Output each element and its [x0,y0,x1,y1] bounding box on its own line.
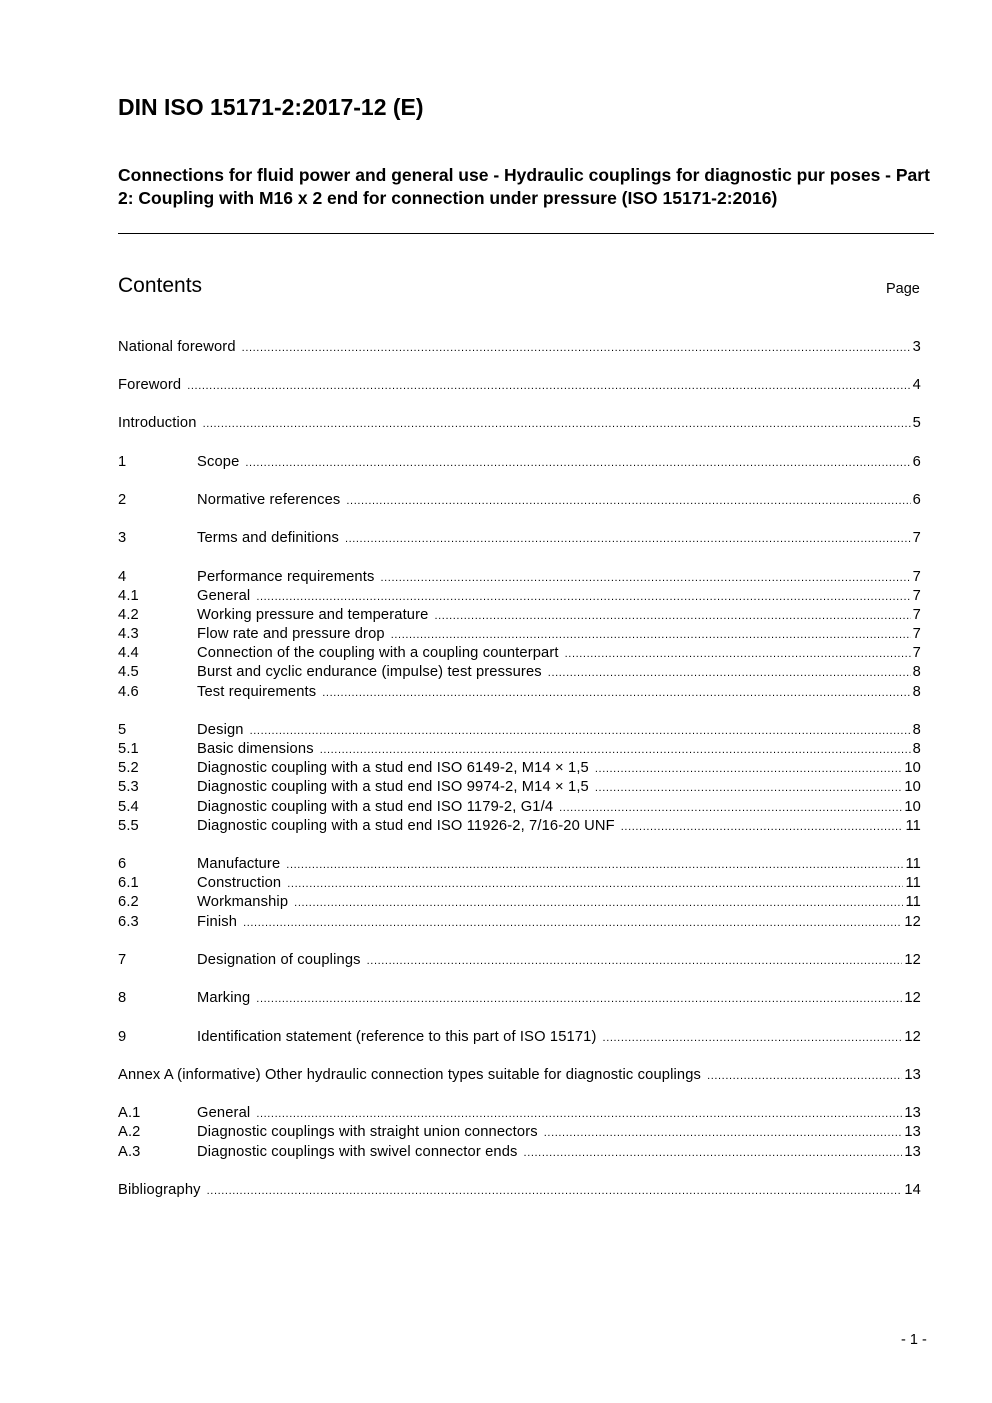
toc-dot-leader [367,955,903,967]
toc-entry-number: 4.2 [118,607,139,623]
toc-dot-leader [391,629,911,641]
toc-entry-page: 5 [912,415,921,431]
toc-entry[interactable] [118,1067,921,1086]
toc-entry-page: 10 [904,760,921,776]
toc-entry-title: Test requirements [197,684,317,700]
toc-entry[interactable] [118,1182,921,1201]
toc-entry-page: 12 [904,1029,921,1045]
toc-entry-number: 6.1 [118,875,139,891]
toc-entry-title: Performance requirements [197,569,375,585]
toc-entry-page: 10 [904,799,921,815]
toc-entry-number: 5.3 [118,779,139,795]
toc-entry[interactable] [118,454,921,473]
toc-entry-title: Annex A (informative) Other hydraulic connection types suitable for diagnostic couplings [118,1067,702,1083]
toc-dot-leader [250,725,911,737]
toc-entry-title: Diagnostic coupling with a stud end ISO 1179-2, G1/4 [197,799,554,815]
toc-entry-page: 13 [904,1124,921,1140]
toc-entry-title: Bibliography [118,1182,201,1198]
toc-entry[interactable] [118,645,921,664]
toc-entry[interactable] [118,952,921,971]
toc-dot-leader [322,687,910,699]
toc-entry[interactable] [118,722,921,741]
toc-entry[interactable] [118,760,921,779]
toc-entry-title: Diagnostic couplings with straight union connectors [197,1124,538,1140]
toc-entry-number: 6.3 [118,914,139,930]
toc-entry-title: Diagnostic coupling with a stud end ISO 11926-2, 7/16-20 UNF [197,818,615,834]
toc-entry-page: 7 [912,645,921,661]
toc-entry-page: 3 [912,339,921,355]
toc-entry-number: 1 [118,454,127,470]
toc-entry-number: 9 [118,1029,127,1045]
toc-entry-page: 4 [912,377,921,393]
toc-dot-leader [595,782,902,794]
toc-entry-title: Diagnostic coupling with a stud end ISO 6149-2, M14 × 1,5 [197,760,589,776]
toc-entry-page: 7 [912,530,921,546]
toc-entry[interactable] [118,626,921,645]
toc-entry[interactable] [118,1144,921,1163]
toc-entry-title: National foreword [118,339,236,355]
toc-entry-number: A.3 [118,1144,141,1160]
toc-entry-page: 7 [912,569,921,585]
toc-entry[interactable] [118,818,921,837]
toc-entry-title: Introduction [118,415,197,431]
toc-entry[interactable] [118,1105,921,1124]
toc-entry-number: 6 [118,856,127,872]
toc-entry-number: 4.6 [118,684,139,700]
toc-entry[interactable] [118,684,921,703]
toc-entry-page: 8 [912,741,921,757]
toc-entry-number: 3 [118,530,127,546]
toc-entry-page: 7 [912,626,921,642]
toc-entry-number: 5.2 [118,760,139,776]
toc-entry-title: Designation of couplings [197,952,361,968]
toc-entry[interactable] [118,779,921,798]
toc-entry-title: Burst and cyclic endurance (impulse) test pressures [197,664,542,680]
toc-entry-title: Terms and definitions [197,530,339,546]
toc-entry-number: 4.5 [118,664,139,680]
toc-entry-number: A.2 [118,1124,141,1140]
toc-dot-leader [286,859,903,871]
toc-entry[interactable] [118,607,921,626]
toc-entry-number: 7 [118,952,127,968]
toc-entry-page: 8 [912,684,921,700]
toc-entry-page: 13 [904,1144,921,1160]
toc-dot-leader [548,667,911,679]
toc-dot-leader [603,1032,903,1044]
toc-entry[interactable] [118,1029,921,1048]
toc-entry-title: Marking [197,990,251,1006]
toc-entry-page: 6 [912,454,921,470]
toc-entry-number: 5.1 [118,741,139,757]
toc-dot-leader [345,533,911,545]
toc-entry-page: 8 [912,664,921,680]
toc-entry-title: Flow rate and pressure drop [197,626,385,642]
toc-entry[interactable] [118,741,921,760]
toc-entry[interactable] [118,377,921,396]
toc-entry-title: Scope [197,454,240,470]
toc-entry-page: 7 [912,607,921,623]
toc-entry-number: 4.1 [118,588,139,604]
toc-entry-title: Diagnostic couplings with swivel connector ends [197,1144,518,1160]
toc-entry-title: Basic dimensions [197,741,314,757]
document-title: DIN ISO 15171-2:2017-12 (E) [118,94,424,120]
toc-entry[interactable] [118,799,921,818]
toc-entry-title: Workmanship [197,894,289,910]
toc-entry-title: Identification statement (reference to this part of ISO 15171) [197,1029,597,1045]
toc-dot-leader [256,1108,902,1120]
toc-dot-leader [621,821,904,833]
toc-entry[interactable] [118,569,921,588]
toc-entry-number: A.1 [118,1105,141,1121]
toc-dot-leader [434,610,910,622]
page-column-label: Page [886,281,920,297]
toc-entry-page: 12 [904,952,921,968]
toc-entry-number: 4.3 [118,626,139,642]
toc-dot-leader [294,897,903,909]
toc-dot-leader [256,993,902,1005]
toc-entry-title: Foreword [118,377,182,393]
toc-dot-leader [320,744,911,756]
toc-entry[interactable] [118,990,921,1009]
toc-entry-number: 5.5 [118,818,139,834]
toc-entry[interactable] [118,415,921,434]
toc-dot-leader [559,802,902,814]
toc-dot-leader [242,342,911,354]
toc-entry-title: Diagnostic coupling with a stud end ISO 9974-2, M14 × 1,5 [197,779,589,795]
toc-entry-number: 5.4 [118,799,139,815]
toc-dot-leader [256,591,910,603]
toc-entry-title: Connection of the coupling with a coupling counterpart [197,645,559,661]
toc-entry-page: 13 [904,1067,921,1083]
title-rule [118,233,934,234]
toc-entry-page: 11 [905,818,921,834]
toc-dot-leader [346,495,910,507]
toc-entry[interactable] [118,339,921,358]
toc-entry-page: 11 [905,856,921,872]
toc-entry[interactable] [118,1124,921,1143]
toc-dot-leader [707,1070,902,1082]
toc-entry-title: Manufacture [197,856,281,872]
toc-entry-number: 4.4 [118,645,139,661]
toc-entry[interactable] [118,914,921,933]
toc-entry-page: 10 [904,779,921,795]
toc-dot-leader [565,648,911,660]
toc-dot-leader [287,878,903,890]
footer-page-number: - 1 - [901,1332,927,1348]
toc-dot-leader [243,917,902,929]
toc-entry[interactable] [118,664,921,683]
toc-dot-leader [544,1127,903,1139]
toc-entry-page: 7 [912,588,921,604]
toc-entry-page: 8 [912,722,921,738]
toc-entry-page: 14 [904,1182,921,1198]
toc-entry-title: Design [197,722,244,738]
toc-entry[interactable] [118,588,921,607]
toc-entry-title: Finish [197,914,238,930]
toc-entry-title: Construction [197,875,282,891]
toc-dot-leader [203,418,911,430]
document-subtitle: Connections for fluid power and general use - Hydraulic couplings for diagnostic pur poses - Part 2: Coupling with M16 x 2 end for connection under pressure (ISO 15171-2:2016) [118,165,930,208]
toc-entry-number: 8 [118,990,127,1006]
toc-entry-page: 11 [905,875,921,891]
toc-entry[interactable] [118,492,921,511]
toc-dot-leader [595,763,902,775]
toc-entry-number: 6.2 [118,894,139,910]
contents-heading: Contents [118,274,203,297]
toc-dot-leader [380,572,910,584]
toc-entry-title: Working pressure and temperature [197,607,429,623]
toc-dot-leader [207,1185,903,1197]
toc-entry-number: 4 [118,569,127,585]
toc-dot-leader [524,1147,903,1159]
toc-entry[interactable] [118,856,921,875]
toc-entry-page: 6 [912,492,921,508]
toc-entry-page: 12 [904,990,921,1006]
toc-entry[interactable] [118,530,921,549]
toc-entry[interactable] [118,875,921,894]
toc-entry[interactable] [118,894,921,913]
toc-entry-page: 12 [904,914,921,930]
toc-entry-number: 5 [118,722,127,738]
toc-entry-title: General [197,1105,251,1121]
toc-entry-number: 2 [118,492,127,508]
toc-entry-title: General [197,588,251,604]
toc-dot-leader [245,457,910,469]
toc-entry-page: 11 [905,894,921,910]
toc-dot-leader [187,380,910,392]
toc-entry-page: 13 [904,1105,921,1121]
toc-entry-title: Normative references [197,492,341,508]
